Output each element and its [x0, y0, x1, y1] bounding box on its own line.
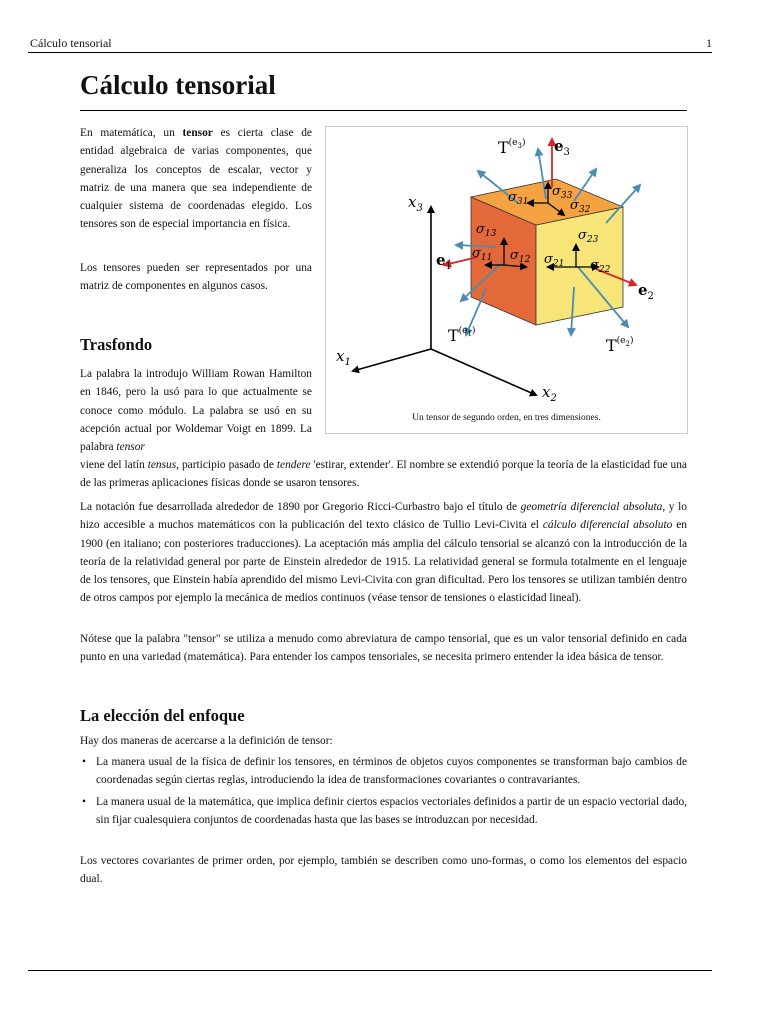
sigma-13: $\sigma_{13}$ — [476, 222, 497, 239]
tensor-link[interactable]: tensor — [182, 127, 213, 139]
stress-tensor-diagram — [326, 127, 687, 433]
tensor-figure — [325, 126, 688, 434]
section-heading-trasfondo: Trasfondo — [80, 335, 153, 354]
trasfondo-paragraph-1-part-b: viene del latín tensus, participio pasado de tendere 'estirar, extender'. El nombre se extendió porque la teoría de la elasticidad fue una de las primeras aplicaciones físicas donde se usaron tensores. — [80, 459, 687, 490]
trasfondo-paragraph-2: La notación fue desarrollada alrededor de 1890 por Gregorio Ricci-Curbastro bajo el título de geometría diferencial absoluta, y lo hizo accesible a muchos matemáticos con la publicación del texto clásico de Tullio Levi-Civita el cálculo diferencial absoluto en 1900 (en italiano; con posteriores traducciones). La aceptación más amplia del cálculo tensorial se alcanzó con la introducción de la teoría de la relatividad general por parte de Einstein alrededor de 1915. La relatividad general se formula totalmente en el lenguaje de los tensores, que Einstein había aprendido del mismo Levi-Civita con gran dificultad. Pero los tensores se utilizan también dentro de otros campos por ejemplo la mecánica de medios continuos (véase tensor de tensiones o elasticidad lineal). — [80, 501, 688, 605]
label-T-e1: $T^{(e}1$) — [448, 326, 476, 345]
sigma-33: $\sigma_{33}$ — [552, 184, 573, 201]
enfoque-bullet-list — [80, 753, 687, 832]
sigma-31: $\sigma_{31}$ — [508, 190, 529, 207]
label-T-e2: $T^{(e}2$) — [606, 336, 634, 355]
label-T-e3: $T^{(e}3$) — [498, 138, 526, 157]
intro-paragraph-1: En matemática, un tensor es cierta clase de entidad algebraica de varias componentes, que generaliza los conceptos de escalar, vector y matriz de una manera que sea independiente de cualquier sistema de coordenadas elegido. Los tensores son de especial importancia en física. — [80, 127, 312, 231]
page-title: Cálculo tensorial — [80, 70, 276, 100]
trasfondo-paragraph-3: Nótese que la palabra "tensor" se utiliza a menudo como abreviatura de campo tensorial, que es un valor tensorial definido en cada punto en una variedad (matemática). Para entender los campos tensoriales, se necesita primero entender la idea básica de tensor. — [80, 633, 687, 664]
bullet-icon: • — [82, 756, 86, 768]
sigma-11: $\sigma_{11}$ — [472, 246, 493, 263]
sigma-22: $\sigma_{22}$ — [590, 258, 611, 275]
label-e1: $e_1$ — [436, 251, 452, 272]
bullet-icon: • — [82, 795, 86, 808]
sigma-12: $\sigma_{12}$ — [510, 248, 531, 265]
list-item: • La manera usual de la matemática, que implica definir ciertos espacios vectoriales definidos a partir de un espacio vectorial dado, sin fijar cualesquiera conjuntos de coordenadas hasta que las bases se introduzcan por necesidad. — [80, 793, 687, 830]
label-e2: $e_2$ — [638, 281, 654, 302]
footer-divider — [28, 970, 712, 971]
running-header-title: Cálculo tensorial — [30, 36, 112, 50]
axis-label-x3: $x_3$ — [408, 193, 423, 214]
enfoque-paragraph-2: Los vectores covariantes de primer orden, por ejemplo, también se describen como uno-formas, o como los elementos del espacio dual. — [80, 855, 687, 886]
axis-label-x1: $x_1$ — [336, 347, 351, 368]
list-item: • La manera usual de la física de definir los tensores, en términos de objetos cuyos componentes se transforman bajo cambios de coordenadas según ciertas reglas, introduciendo la idea de transformaciones covariantes o contravariantes. — [80, 753, 687, 790]
page-number: 1 — [706, 36, 712, 50]
enfoque-paragraph-1: Hay dos maneras de acercarse a la definición de tensor: — [80, 735, 333, 747]
running-header — [28, 36, 712, 53]
axis-label-x2: $x_2$ — [542, 383, 557, 404]
title-divider — [80, 110, 687, 111]
section-heading-enfoque: La elección del enfoque — [80, 706, 245, 725]
sigma-21: $\sigma_{21}$ — [544, 252, 565, 269]
sigma-23: $\sigma_{23}$ — [578, 228, 599, 245]
intro-paragraph-2: Los tensores pueden ser representados por una matriz de componentes en algunos casos. — [80, 262, 312, 293]
trasfondo-paragraph-1-part-a: La palabra la introdujo William Rowan Hamilton en 1846, pero la usó para lo que actualmente se conoce como módulo. La palabra se usó en su acepción actual por Woldemar Voigt en 1899. La palabra tensor — [80, 368, 312, 454]
sigma-32: $\sigma_{32}$ — [570, 198, 591, 215]
figure-caption: Un tensor de segundo orden, en tres dimensiones. — [412, 413, 601, 423]
label-e3: $e_3$ — [554, 137, 570, 158]
axis-x2 — [431, 349, 536, 395]
axis-x1 — [353, 349, 431, 371]
